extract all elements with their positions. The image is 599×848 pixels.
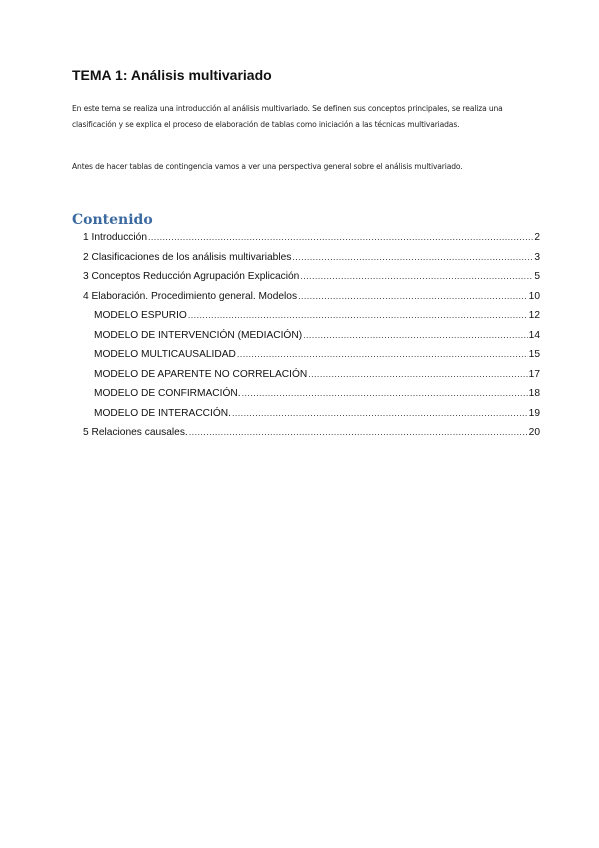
toc-entry-label: 5 Relaciones causales.: [83, 427, 188, 438]
toc-entry-label: 4 Elaboración. Procedimiento general. Modelos: [83, 290, 298, 302]
toc-entry-page: 10: [528, 290, 540, 302]
toc-entry-relaciones-causales[interactable]: [72, 427, 540, 447]
toc-entry-introduccion[interactable]: [72, 232, 540, 252]
toc-entry-page: 12: [528, 310, 540, 321]
toc-leader-dots: [148, 232, 533, 242]
toc-entry-label: MODELO MULTICAUSALIDAD: [94, 349, 236, 360]
toc-leader-dots: [237, 349, 528, 359]
toc-entry-modelo-intervencion[interactable]: [72, 330, 540, 350]
toc-entry-page: 17: [528, 368, 540, 380]
toc-entry-label: MODELO DE APARENTE NO CORRELACIÓN: [94, 368, 308, 380]
toc-leader-dots: [300, 271, 533, 281]
toc-leader-dots: [303, 330, 528, 340]
toc-leader-dots: [308, 369, 527, 379]
toc-entry-label: MODELO ESPURIO: [94, 310, 187, 321]
toc-entry-conceptos[interactable]: [72, 271, 540, 291]
toc-entry-elaboracion[interactable]: [72, 291, 540, 311]
toc-entry-modelo-interaccion[interactable]: [72, 408, 540, 428]
toc-leader-dots: [242, 388, 528, 398]
toc-entry-modelo-multicausalidad[interactable]: [72, 349, 540, 369]
page-title: [72, 67, 272, 83]
toc-entry-page: 15: [528, 349, 540, 360]
intro-paragraph-2: Antes de hacer tablas de contingencia vamos a ver una perspectiva general sobre el análisis multivariado.: [72, 162, 463, 171]
toc-entry-page: 14: [528, 329, 540, 341]
toc-entry-page: 18: [528, 388, 540, 399]
toc-leader-dots: [189, 427, 528, 437]
toc-entry-page: 20: [528, 427, 540, 438]
toc-entry-page: 19: [528, 407, 540, 419]
toc-entry-label: MODELO DE CONFIRMACIÓN.: [94, 388, 241, 399]
toc-heading: Contenido: [72, 212, 153, 228]
toc-leader-dots: [232, 408, 528, 418]
toc-entry-modelo-confirmacion[interactable]: [72, 388, 540, 408]
toc-entry-label: 3 Conceptos Reducción Agrupación Explicación: [83, 271, 300, 282]
toc-leader-dots: [292, 252, 533, 262]
toc-entry-clasificaciones[interactable]: [72, 252, 540, 272]
title-prefix: TEMA 1:: [72, 67, 128, 83]
toc-leader-dots: [188, 310, 528, 320]
toc-entry-label: 1 Introducción: [83, 232, 147, 243]
toc-entry-page: 3: [534, 251, 540, 263]
title-text: Análisis multivariado: [130, 67, 272, 83]
toc-entry-label: 2 Clasificaciones de los análisis multivariables: [83, 251, 292, 263]
intro-paragraph-1: En este tema se realiza una introducción al análisis multivariado. Se definen sus conceptos principales, se realiza una clasificación y se explica el proceso de elaboración de tablas como iniciación a las técnicas multivariadas.: [72, 104, 503, 129]
toc-entry-label: MODELO DE INTERACCIÓN.: [94, 407, 231, 419]
toc-entry-page: 2: [534, 232, 540, 243]
toc-leader-dots: [298, 291, 528, 301]
toc-entry-label: MODELO DE INTERVENCIÓN (MEDIACIÓN): [94, 329, 303, 341]
toc-entry-modelo-aparente[interactable]: [72, 369, 540, 389]
toc-entry-page: 5: [534, 271, 540, 282]
table-of-contents: [72, 232, 540, 447]
toc-entry-modelo-espurio[interactable]: [72, 310, 540, 330]
